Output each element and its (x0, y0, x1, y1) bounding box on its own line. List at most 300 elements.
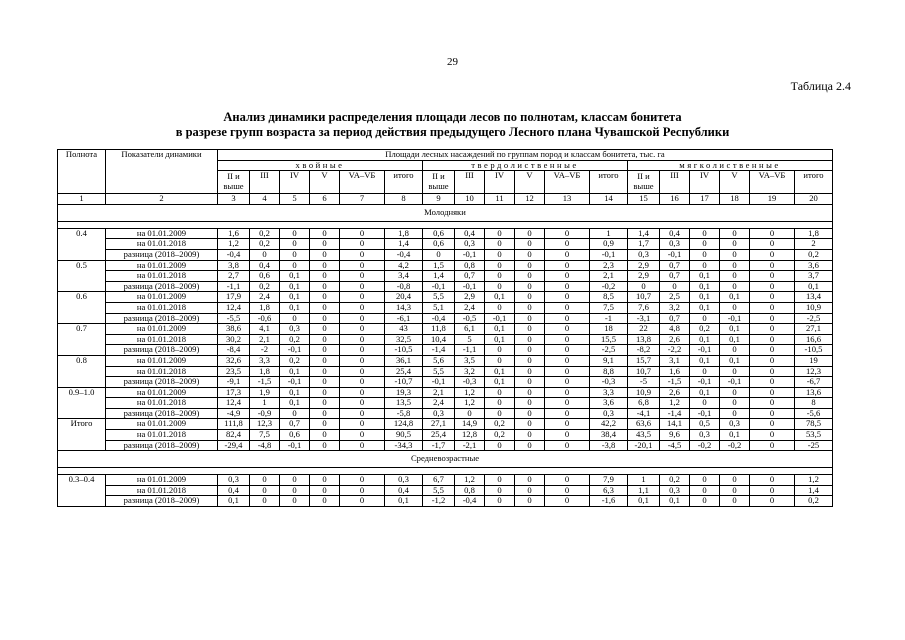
indicator-cell: разница (2018–2009) (106, 408, 218, 419)
value-cell: 0,2 (250, 281, 280, 292)
value-cell: 0 (485, 475, 515, 486)
column-number: 4 (250, 194, 280, 205)
value-cell: 0,7 (660, 271, 690, 282)
value-cell: 0 (690, 249, 720, 260)
value-cell: 15,7 (628, 355, 660, 366)
column-number: 14 (590, 194, 628, 205)
value-cell: -0,9 (250, 408, 280, 419)
polnota-cell: 0.3–0.4 (58, 475, 106, 507)
value-cell: 0,3 (455, 239, 485, 250)
value-cell: -3,1 (628, 313, 660, 324)
value-cell: 0 (720, 485, 750, 496)
value-cell: 17,3 (218, 387, 250, 398)
value-cell: 0 (485, 485, 515, 496)
value-cell: -0,3 (455, 377, 485, 388)
value-cell: 0 (750, 355, 795, 366)
value-cell: -0,1 (690, 345, 720, 356)
value-cell: -0,1 (280, 377, 310, 388)
value-cell: 0 (515, 302, 545, 313)
value-cell: 5 (455, 334, 485, 345)
value-cell: 7,5 (590, 302, 628, 313)
value-cell: 0 (310, 271, 340, 282)
value-cell: 0 (310, 377, 340, 388)
value-cell: -20,1 (628, 440, 660, 451)
value-cell: 0,1 (280, 302, 310, 313)
value-cell: 1,8 (250, 366, 280, 377)
value-cell: 1,2 (660, 398, 690, 409)
value-cell: 0 (750, 249, 795, 260)
value-cell: 0 (720, 496, 750, 507)
value-cell: 0 (690, 239, 720, 250)
value-cell: 0 (310, 408, 340, 419)
value-cell: 0,1 (485, 377, 515, 388)
value-cell: -0,2 (690, 440, 720, 451)
value-cell: 0,1 (690, 292, 720, 303)
value-cell: 17,9 (218, 292, 250, 303)
value-cell: 0 (310, 345, 340, 356)
value-cell: 0 (485, 440, 515, 451)
value-cell: 0 (515, 366, 545, 377)
value-cell: 0 (750, 334, 795, 345)
value-cell: 0 (690, 366, 720, 377)
value-cell: 0 (750, 485, 795, 496)
value-cell: 20,4 (385, 292, 423, 303)
value-cell: 0 (628, 281, 660, 292)
value-cell: 0,3 (720, 419, 750, 430)
value-cell: 6,8 (628, 398, 660, 409)
value-cell: 0 (545, 355, 590, 366)
value-cell: 0 (340, 228, 385, 239)
value-cell: -5 (628, 377, 660, 388)
header-class: III (455, 171, 485, 194)
value-cell: -0,2 (720, 440, 750, 451)
value-cell: 43 (385, 324, 423, 335)
value-cell: 0 (340, 398, 385, 409)
value-cell: -10,7 (385, 377, 423, 388)
value-cell: 18 (590, 324, 628, 335)
value-cell: 0 (485, 408, 515, 419)
value-cell: 0,1 (690, 387, 720, 398)
value-cell: 0 (750, 408, 795, 419)
header-class: IV (690, 171, 720, 194)
value-cell: 0 (545, 387, 590, 398)
value-cell: 0,3 (385, 475, 423, 486)
value-cell: 3,6 (795, 260, 833, 271)
value-cell: 0,1 (720, 355, 750, 366)
value-cell: 25,4 (423, 430, 455, 441)
value-cell: 1 (628, 475, 660, 486)
value-cell: 0 (750, 313, 795, 324)
value-cell: 0 (340, 271, 385, 282)
value-cell: 0 (340, 366, 385, 377)
value-cell: 7,9 (590, 475, 628, 486)
column-number: 16 (660, 194, 690, 205)
header-class: II и выше (628, 171, 660, 194)
value-cell: 0,2 (250, 239, 280, 250)
table-row (58, 496, 833, 507)
value-cell: 1,2 (455, 398, 485, 409)
value-cell: 0 (485, 228, 515, 239)
header-pokazateli: Показатели динамики (106, 150, 218, 194)
value-cell: 2,4 (250, 292, 280, 303)
value-cell: 0 (720, 239, 750, 250)
value-cell: 0 (545, 485, 590, 496)
value-cell: 3,6 (590, 398, 628, 409)
value-cell: -0,1 (455, 281, 485, 292)
header-class: итого (590, 171, 628, 194)
polnota-cell: 0.8 (58, 355, 106, 387)
section-title: Молодняки (58, 204, 833, 221)
header-class: VA–VБ (750, 171, 795, 194)
value-cell: 12,3 (795, 366, 833, 377)
header-polnota: Полнота (58, 150, 106, 194)
value-cell: 0 (750, 345, 795, 356)
value-cell: 0 (545, 366, 590, 377)
value-cell: 5,6 (423, 355, 455, 366)
value-cell: 32,5 (385, 334, 423, 345)
value-cell: 0 (720, 260, 750, 271)
value-cell: -0,1 (720, 377, 750, 388)
table-row (58, 281, 833, 292)
value-cell: 1,2 (455, 387, 485, 398)
value-cell: -9,1 (218, 377, 250, 388)
value-cell: 0 (720, 271, 750, 282)
indicator-cell: на 01.01.2018 (106, 239, 218, 250)
indicator-cell: разница (2018–2009) (106, 440, 218, 451)
table-row (58, 366, 833, 377)
value-cell: 0 (280, 485, 310, 496)
value-cell: 0 (310, 366, 340, 377)
value-cell: 0 (340, 324, 385, 335)
column-number: 12 (515, 194, 545, 205)
value-cell: 0,1 (485, 366, 515, 377)
value-cell: 0,6 (280, 430, 310, 441)
value-cell: -0,4 (455, 496, 485, 507)
value-cell: 78,5 (795, 419, 833, 430)
table-row (58, 419, 833, 430)
value-cell: 0 (515, 419, 545, 430)
value-cell: -1,4 (660, 408, 690, 419)
value-cell: 1,6 (218, 228, 250, 239)
value-cell: -4,5 (660, 440, 690, 451)
value-cell: 0,2 (795, 249, 833, 260)
indicator-cell: на 01.01.2009 (106, 419, 218, 430)
value-cell: 0,3 (660, 239, 690, 250)
value-cell: 0,3 (690, 430, 720, 441)
value-cell: 0,4 (660, 228, 690, 239)
value-cell: 0 (485, 239, 515, 250)
value-cell: 0 (545, 496, 590, 507)
value-cell: 0,6 (423, 228, 455, 239)
value-cell: 0 (545, 377, 590, 388)
value-cell: 0 (340, 355, 385, 366)
value-cell: -1 (590, 313, 628, 324)
value-cell: -1,2 (423, 496, 455, 507)
value-cell: 3,3 (250, 355, 280, 366)
indicator-cell: разница (2018–2009) (106, 249, 218, 260)
value-cell: 0,1 (280, 292, 310, 303)
indicator-cell: на 01.01.2009 (106, 355, 218, 366)
value-cell: 0,1 (280, 366, 310, 377)
table-title (0, 110, 905, 140)
table-row (58, 313, 833, 324)
value-cell: 0 (545, 228, 590, 239)
value-cell: 0 (545, 239, 590, 250)
value-cell: 2,9 (628, 271, 660, 282)
value-cell: 0,2 (280, 355, 310, 366)
value-cell: 13,4 (795, 292, 833, 303)
value-cell: 1 (250, 398, 280, 409)
value-cell: 0 (515, 496, 545, 507)
value-cell: 8,8 (590, 366, 628, 377)
value-cell: 0 (340, 419, 385, 430)
title-line-2: в разрезе групп возраста за период действия предыдущего Лесного плана Чувашской Республики (175, 125, 730, 139)
value-cell: 0,1 (690, 302, 720, 313)
value-cell: 0,1 (720, 430, 750, 441)
value-cell: 14,1 (660, 419, 690, 430)
value-cell: 0 (340, 313, 385, 324)
value-cell: 27,1 (423, 419, 455, 430)
value-cell: 0 (515, 408, 545, 419)
column-number: 17 (690, 194, 720, 205)
value-cell: -1,4 (423, 345, 455, 356)
value-cell: -0,4 (218, 249, 250, 260)
value-cell: 0,2 (250, 228, 280, 239)
value-cell: 0,5 (690, 419, 720, 430)
value-cell: -1,1 (218, 281, 250, 292)
polnota-cell: 0.9–1.0 (58, 387, 106, 419)
value-cell: 0 (750, 292, 795, 303)
value-cell: -0,1 (485, 313, 515, 324)
value-cell: -0,1 (660, 249, 690, 260)
indicator-cell: на 01.01.2009 (106, 324, 218, 335)
table-row (58, 387, 833, 398)
value-cell: 0 (515, 345, 545, 356)
value-cell: 0 (340, 496, 385, 507)
value-cell: 0 (280, 228, 310, 239)
value-cell: 10,7 (628, 292, 660, 303)
value-cell: 0 (340, 440, 385, 451)
value-cell: 0 (340, 302, 385, 313)
value-cell: 0 (515, 398, 545, 409)
indicator-cell: разница (2018–2009) (106, 496, 218, 507)
header-group-tverdolistvennye: твердолиственные (423, 160, 628, 171)
column-number: 19 (750, 194, 795, 205)
value-cell: -0,2 (590, 281, 628, 292)
value-cell: -2 (250, 345, 280, 356)
value-cell: 1,4 (795, 485, 833, 496)
header-class: VA–VБ (340, 171, 385, 194)
value-cell: 0 (310, 281, 340, 292)
value-cell: 0 (280, 239, 310, 250)
value-cell: 2,7 (218, 271, 250, 282)
value-cell: -6,7 (795, 377, 833, 388)
value-cell: 1,1 (628, 485, 660, 496)
value-cell: 0,8 (455, 485, 485, 496)
value-cell: 0 (310, 355, 340, 366)
value-cell: 1,4 (628, 228, 660, 239)
value-cell: 16,6 (795, 334, 833, 345)
value-cell: 1,7 (628, 239, 660, 250)
value-cell: 0 (250, 475, 280, 486)
polnota-cell: 0.7 (58, 324, 106, 356)
value-cell: -3,8 (590, 440, 628, 451)
value-cell: 0,4 (455, 228, 485, 239)
value-cell: 3,2 (455, 366, 485, 377)
value-cell: 0 (545, 313, 590, 324)
value-cell: 0 (515, 228, 545, 239)
value-cell: 9,6 (660, 430, 690, 441)
page-number: 29 (447, 56, 458, 68)
value-cell: 0 (720, 281, 750, 292)
value-cell: 1,2 (218, 239, 250, 250)
value-cell: 6,3 (590, 485, 628, 496)
indicator-cell: разница (2018–2009) (106, 281, 218, 292)
value-cell: 0 (485, 398, 515, 409)
value-cell: 0,3 (423, 408, 455, 419)
value-cell: -0,1 (690, 377, 720, 388)
header-class: II и выше (423, 171, 455, 194)
value-cell: 3,3 (590, 387, 628, 398)
value-cell: 0 (515, 249, 545, 260)
value-cell: 0 (515, 239, 545, 250)
indicator-cell: на 01.01.2018 (106, 485, 218, 496)
value-cell: 0 (515, 260, 545, 271)
value-cell: 0 (310, 430, 340, 441)
value-cell: -4,9 (218, 408, 250, 419)
value-cell: -1,7 (423, 440, 455, 451)
value-cell: 0,2 (485, 430, 515, 441)
value-cell: 27,1 (795, 324, 833, 335)
value-cell: -29,4 (218, 440, 250, 451)
value-cell: -0,1 (720, 313, 750, 324)
header-ploshadi: Площади лесных насаждений по группам пород и классам бонитета, тыс. га (218, 150, 833, 161)
value-cell: 111,8 (218, 419, 250, 430)
value-cell: -0,4 (423, 313, 455, 324)
spacer (58, 468, 833, 475)
value-cell: 0,1 (720, 292, 750, 303)
value-cell: 0,2 (690, 324, 720, 335)
value-cell: -0,1 (690, 408, 720, 419)
polnota-cell: 0.5 (58, 260, 106, 292)
value-cell: 0,8 (455, 260, 485, 271)
value-cell: 0 (720, 249, 750, 260)
column-number: 7 (340, 194, 385, 205)
value-cell: 0 (250, 496, 280, 507)
table-row (58, 302, 833, 313)
value-cell: -4,1 (628, 408, 660, 419)
value-cell: 0 (310, 496, 340, 507)
value-cell: 0 (545, 281, 590, 292)
header-class: итого (385, 171, 423, 194)
value-cell: 0 (310, 302, 340, 313)
table-row (58, 377, 833, 388)
header-class: IV (485, 171, 515, 194)
value-cell: 3,1 (660, 355, 690, 366)
value-cell: 0,1 (660, 496, 690, 507)
table-row (58, 239, 833, 250)
value-cell: 10,4 (423, 334, 455, 345)
value-cell: 10,9 (628, 387, 660, 398)
value-cell: 1 (590, 228, 628, 239)
value-cell: 12,4 (218, 398, 250, 409)
table-row (58, 324, 833, 335)
indicator-cell: на 01.01.2018 (106, 398, 218, 409)
value-cell: -0,4 (385, 249, 423, 260)
value-cell: -34,3 (385, 440, 423, 451)
value-cell: 0,1 (690, 334, 720, 345)
value-cell: 0,1 (385, 496, 423, 507)
value-cell: 0,3 (628, 249, 660, 260)
value-cell: 0 (515, 334, 545, 345)
indicator-cell: разница (2018–2009) (106, 345, 218, 356)
table-row (58, 334, 833, 345)
column-number: 6 (310, 194, 340, 205)
value-cell: 0,7 (280, 419, 310, 430)
value-cell: 0 (280, 408, 310, 419)
value-cell: 0 (340, 239, 385, 250)
value-cell: 0,7 (455, 271, 485, 282)
value-cell: 0 (340, 249, 385, 260)
value-cell: 1,8 (250, 302, 280, 313)
value-cell: 3,2 (660, 302, 690, 313)
value-cell: 0 (690, 313, 720, 324)
value-cell: 0 (515, 281, 545, 292)
table-row (58, 408, 833, 419)
column-number: 1 (58, 194, 106, 205)
header-class: V (720, 171, 750, 194)
value-cell: -0,1 (423, 281, 455, 292)
column-number: 10 (455, 194, 485, 205)
value-cell: 4,2 (385, 260, 423, 271)
indicator-cell: на 01.01.2018 (106, 334, 218, 345)
value-cell: 25,4 (385, 366, 423, 377)
value-cell: 0,2 (795, 496, 833, 507)
value-cell: 0 (545, 419, 590, 430)
indicator-cell: разница (2018–2009) (106, 377, 218, 388)
value-cell: 2,9 (455, 292, 485, 303)
value-cell: 0,1 (485, 334, 515, 345)
value-cell: 13,8 (628, 334, 660, 345)
value-cell: 19,3 (385, 387, 423, 398)
value-cell: 0 (310, 398, 340, 409)
value-cell: 0 (515, 313, 545, 324)
value-cell: -0,5 (455, 313, 485, 324)
value-cell: 0 (545, 475, 590, 486)
value-cell: 4,1 (250, 324, 280, 335)
value-cell: 0 (310, 387, 340, 398)
value-cell: 0,1 (720, 324, 750, 335)
value-cell: 0 (340, 430, 385, 441)
value-cell: 63,6 (628, 419, 660, 430)
value-cell: 1,8 (385, 228, 423, 239)
value-cell: -6,1 (385, 313, 423, 324)
value-cell: 0 (485, 249, 515, 260)
value-cell: 90,5 (385, 430, 423, 441)
value-cell: 10,7 (628, 366, 660, 377)
value-cell: -0,1 (280, 440, 310, 451)
value-cell: 13,6 (795, 387, 833, 398)
polnota-cell: 0.6 (58, 292, 106, 324)
value-cell: 2,1 (423, 387, 455, 398)
value-cell: 0,7 (660, 260, 690, 271)
value-cell: 0 (310, 239, 340, 250)
value-cell: 0 (515, 292, 545, 303)
value-cell: 0 (545, 430, 590, 441)
value-cell: 0 (750, 398, 795, 409)
header-class: IV (280, 171, 310, 194)
value-cell: 0 (515, 430, 545, 441)
